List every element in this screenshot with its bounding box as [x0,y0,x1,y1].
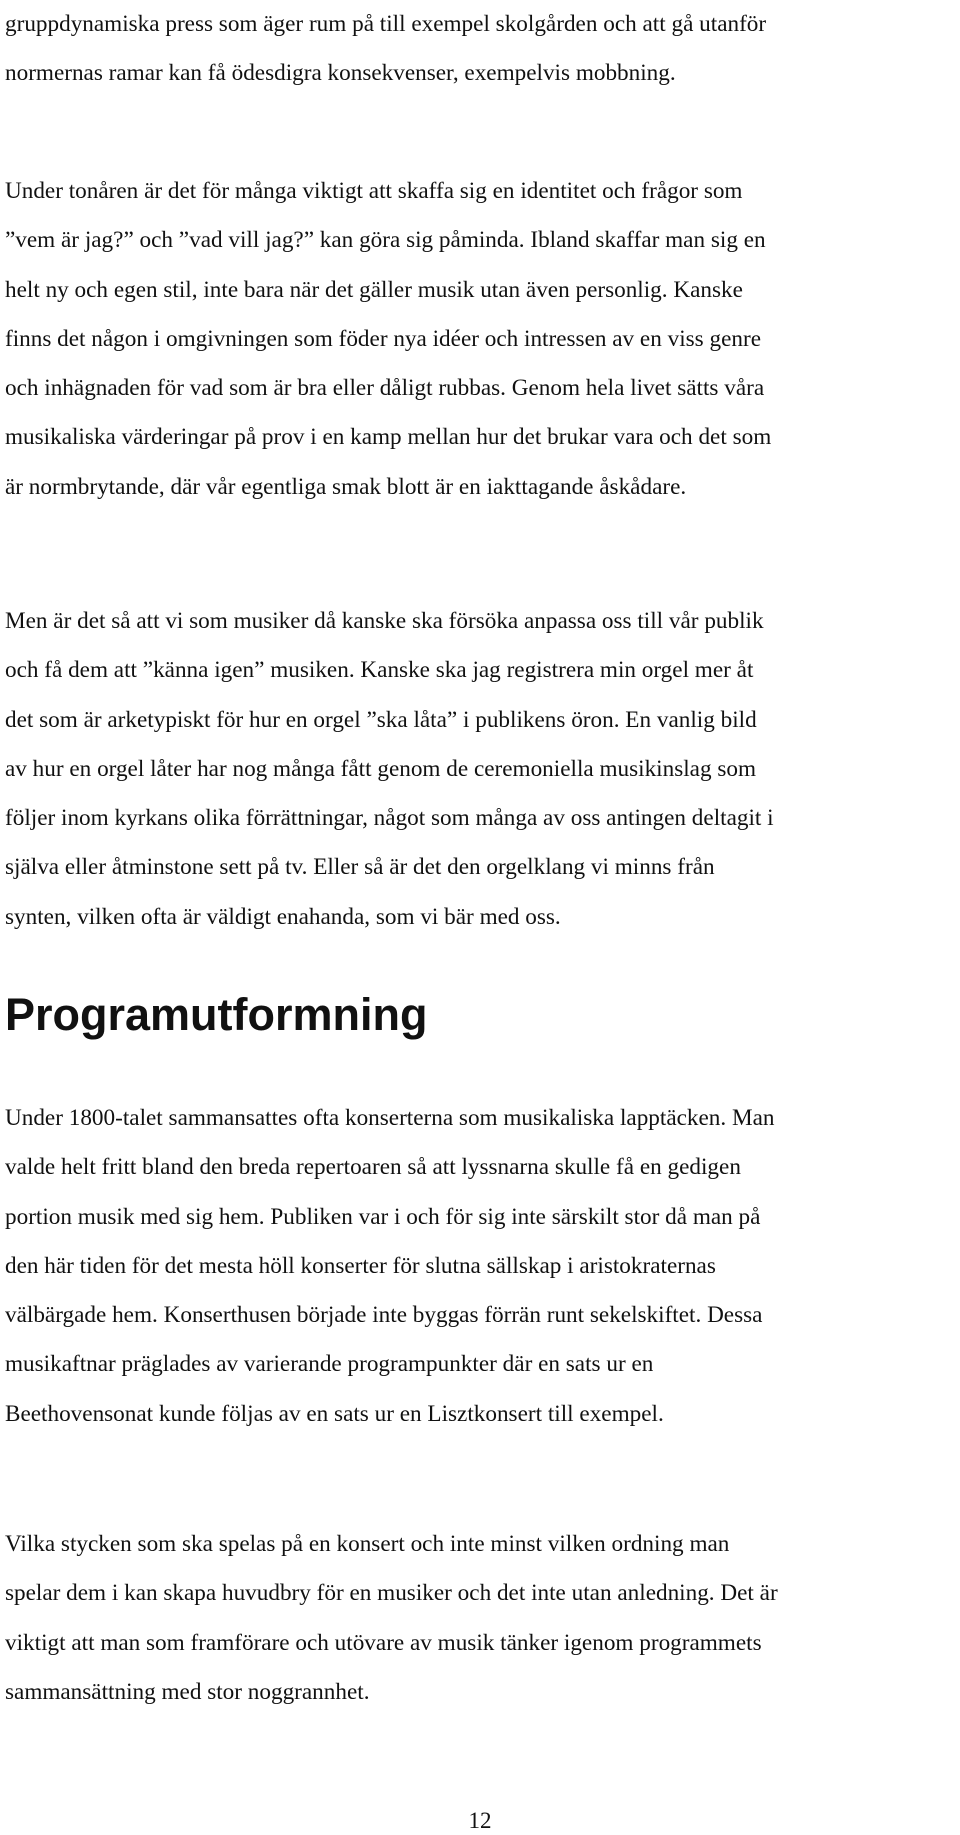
text-line: Vilka stycken som ska spelas på en konsert och inte minst vilken ordning man [5,1531,730,1557]
text-line: valde helt fritt bland den breda repertoaren så att lyssnarna skulle få en gedigen [5,1154,741,1181]
text-line: portion musik med sig hem. Publiken var i och för sig inte särskilt stor då man på [5,1203,761,1230]
text-line: synten, vilken ofta är väldigt enahanda, som vi bär med oss. [5,903,561,930]
text-line: gruppdynamiska press som äger rum på till exempel skolgården och att gå utanför [5,11,767,37]
text-line: Men är det så att vi som musiker då kanske ska försöka anpassa oss till vår publik [5,608,764,634]
text-line: den här tiden för det mesta höll konserter för slutna sällskap i aristokraternas [5,1252,716,1279]
text-line: sammansättning med stor noggrannhet. [5,1678,370,1705]
page-number: 12 [468,1808,492,1833]
text-line: helt ny och egen stil, inte bara när det gäller musik utan även personlig. Kanske [5,276,743,303]
section-heading: Programutformning [5,989,428,1040]
paragraph-audience-adaptation [5,597,955,942]
text-line: viktigt att man som framförare och utövare av musik tänker igenom programmets [5,1629,762,1656]
text-line: följer inom kyrkans olika förrättningar, något som många av oss antingen deltagit i [5,805,774,832]
text-line: det som är arketypiskt för hur en orgel ”ska låta” i publikens öron. En vanlig bild [5,706,757,733]
paragraph-peer-pressure [5,0,955,99]
text-line: välbärgade hem. Konserthusen började inte byggas förrän runt sekelskiftet. Dessa [5,1302,763,1329]
document-page [5,0,955,1835]
paragraph-piece-selection [5,1520,955,1717]
text-line: är normbrytande, där vår egentliga smak blott är en iakttagande åskådare. [5,473,687,500]
text-line: Under 1800-talet sammansattes ofta konserterna som musikaliska lapptäcken. Man [5,1105,775,1131]
text-line: Beethovensonat kunde följas av en sats ur en Lisztkonsert till exempel. [5,1400,664,1427]
paragraph-identity [5,167,955,512]
text-line: själva eller åtminstone sett på tv. Eller så är det den orgelklang vi minns från [5,854,715,881]
text-line: spelar dem i kan skapa huvudbry för en musiker och det inte utan anledning. Det är [5,1580,778,1607]
text-line: ”vem är jag?” och ”vad vill jag?” kan göra sig påminda. Ibland skaffar man sig en [5,227,766,254]
text-line: normernas ramar kan få ödesdigra konsekvenser, exempelvis mobbning. [5,60,676,87]
paragraph-1800s-concerts [5,1094,955,1439]
text-line: finns det någon i omgivningen som föder nya idéer och intressen av en viss genre [5,325,761,352]
text-line: av hur en orgel låter har nog många fått genom de ceremoniella musikinslag som [5,755,757,782]
text-line: musikaftnar präglades av varierande programpunkter där en sats ur en [5,1351,654,1378]
text-line: musikaliska värderingar på prov i en kamp mellan hur det brukar vara och det som [5,424,772,451]
text-line: och inhägnaden för vad som är bra eller dåligt rubbas. Genom hela livet sätts våra [5,375,765,402]
text-line: och få dem att ”känna igen” musiken. Kanske ska jag registrera min orgel mer åt [5,657,754,684]
text-line: Under tonåren är det för många viktigt att skaffa sig en identitet och frågor som [5,178,743,204]
